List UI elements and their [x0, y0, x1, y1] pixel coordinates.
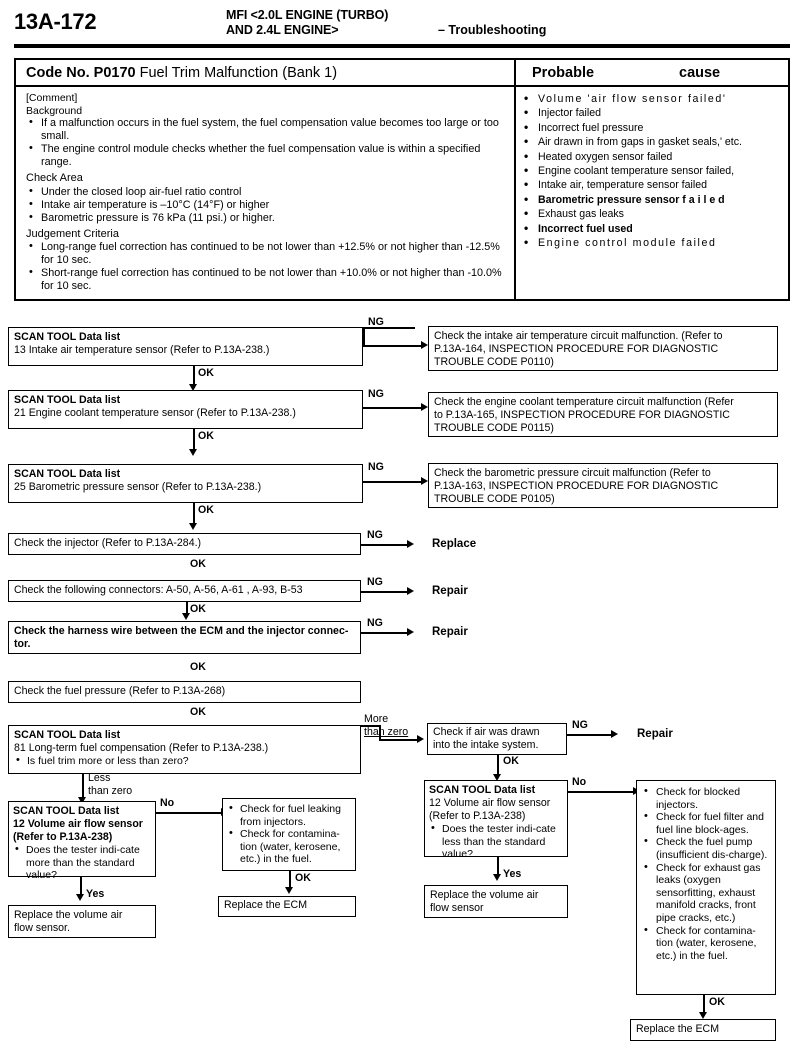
right-air-line2: into the intake system.	[433, 739, 539, 751]
code-title	[26, 65, 337, 81]
step2-line2: 21 Engine coolant temperature sensor (Refer to P.13A-238.)	[14, 407, 296, 419]
header-section-label: – Troubleshooting	[438, 23, 547, 37]
left-branch-line2: 12 Volume air flow sensor	[13, 818, 143, 830]
flow-left-no-checks	[222, 798, 356, 871]
flow-action-barometric-pressure-circuit	[428, 463, 778, 508]
probable-word: Probable	[532, 65, 595, 81]
connector	[568, 791, 636, 793]
right-result-line1: Replace the volume air	[430, 889, 539, 901]
step3-action-line2: P.13A-163, INSPECTION PROCEDURE FOR DIAGNOSTIC	[434, 480, 719, 492]
list-item: • Check the fuel pump (insufficient dis-charge).	[642, 836, 770, 861]
step3-action-line1: Check the barometric pressure circuit malfunction (Refer to	[434, 467, 711, 479]
left-result-line2: flow sensor.	[14, 922, 70, 934]
list-item: • Check for fuel leaking from injectors.	[227, 803, 351, 828]
list-item: • Barometric pressure is 76 kPa (11 psi.) or higher.	[26, 212, 504, 225]
arrow-right	[417, 735, 424, 743]
connector	[156, 812, 224, 814]
arrow-right	[421, 403, 428, 411]
code-number: P0170	[93, 65, 136, 81]
flow-left-result-replace-volume-air-flow-sensor	[8, 905, 156, 938]
list-item: • Engine control module failed	[520, 236, 786, 250]
judgement-list	[26, 241, 504, 293]
step8-line1: SCAN TOOL Data list	[14, 729, 121, 741]
connector	[361, 632, 409, 634]
background-list	[26, 117, 504, 169]
flow-step-check-harness	[8, 621, 361, 654]
list-item: • Check for blocked injectors.	[642, 786, 770, 811]
step5-result: Repair	[432, 585, 468, 597]
right-branch-line1: SCAN TOOL Data list	[429, 784, 536, 796]
connector	[361, 544, 409, 546]
list-item: • Under the closed loop air-fuel ratio control	[26, 186, 504, 199]
branch-less-label-line2: than zero	[88, 785, 133, 797]
step3-line2: 25 Barometric pressure sensor (Refer to P.13A-238.)	[14, 481, 262, 493]
flow-right-result-replace-volume-air-flow-sensor	[424, 885, 568, 918]
branch-more-label-line2: than zero	[364, 726, 409, 738]
check-area-list	[26, 186, 504, 225]
list-item: • The engine control module checks whether the fuel compensation value is within a specified range.	[26, 143, 504, 169]
step1-line2: 13 Intake air temperature sensor (Refer to P.13A-238.)	[14, 344, 270, 356]
arrow-down	[182, 613, 190, 620]
right-no-ok-label: OK	[709, 996, 725, 1008]
step2-ng-label: NG	[368, 388, 384, 400]
flow-action-intake-air-temp-circuit	[428, 326, 778, 371]
probable-cause-title	[524, 65, 792, 85]
list-item: • Intake air, temperature sensor failed	[520, 178, 786, 192]
step7-text: Check the fuel pressure (Refer to P.13A-268)	[14, 685, 226, 697]
step8-line2: 81 Long-term fuel compensation (Refer to P.13A-238.)	[14, 742, 269, 754]
check-area-label: Check Area	[26, 172, 83, 184]
arrow-down	[699, 1012, 707, 1019]
left-no-ok-label: OK	[295, 872, 311, 884]
flow-step-check-connectors	[8, 580, 361, 602]
list-item: • Volume 'air flow sensor failed'	[520, 92, 786, 106]
right-air-line1: Check if air was drawn	[433, 726, 540, 738]
list-item: • Incorrect fuel used	[520, 222, 786, 236]
code-description-column	[16, 87, 514, 293]
step2-action-line2: to P.13A-165, INSPECTION PROCEDURE FOR DIAGNOSTIC	[434, 409, 730, 421]
flow-step-long-term-fuel-compensation	[8, 725, 361, 774]
step2-line1: SCAN TOOL Data list	[14, 394, 121, 406]
step4-ng-label: NG	[367, 529, 383, 541]
step1-action-line3: TROUBLE CODE P0110)	[434, 356, 554, 368]
flow-right-no-checks	[636, 780, 776, 995]
code-title-rest: Fuel Trim Malfunction (Bank 1)	[139, 65, 338, 81]
connector	[363, 327, 365, 346]
step1-ng-label: NG	[368, 316, 384, 328]
flow-action-engine-coolant-temp-circuit	[428, 392, 778, 437]
arrow-down	[189, 449, 197, 456]
connector	[379, 739, 419, 741]
list-item: • Exhaust gas leaks	[520, 207, 786, 221]
arrow-right	[421, 477, 428, 485]
list-item: • Long-range fuel correction has continued to be not lower than +12.5% or not higher than -12.5% for 10 sec.	[26, 241, 504, 267]
connector	[363, 345, 423, 347]
right-air-ok-label: OK	[503, 755, 519, 767]
right-air-result: Repair	[637, 728, 673, 740]
right-branch-line2: 12 Volume air flow sensor	[429, 797, 551, 809]
left-result-line1: Replace the volume air	[14, 909, 123, 921]
step5-text: Check the following connectors: A-50, A-56, A-61 , A-93, B-53	[14, 584, 303, 596]
flow-step-check-fuel-pressure	[8, 681, 361, 703]
step1-ok-label: OK	[198, 367, 214, 379]
arrow-right	[611, 730, 618, 738]
arrow-right	[407, 540, 414, 548]
arrow-right	[407, 628, 414, 636]
right-branch-yes-label: Yes	[503, 868, 522, 880]
code-title-prefix: Code No.	[26, 65, 90, 81]
left-replace-ecm-text: Replace the ECM	[224, 899, 308, 911]
list-item: • Check for fuel filter and fuel line block-ages.	[642, 811, 770, 836]
step2-action-line1: Check the engine coolant temperature circuit malfunction (Refer	[434, 396, 734, 408]
background-label: Background	[26, 104, 83, 117]
header-title-line2: AND 2.4L ENGINE>	[226, 23, 339, 37]
left-branch-yes-label: Yes	[86, 888, 105, 900]
right-branch-line3: (Refer to P.13A-238)	[429, 810, 526, 822]
arrow-right	[421, 341, 428, 349]
flow-step-engine-coolant-temp-sensor	[8, 390, 363, 429]
step6-line2: tor.	[14, 638, 31, 650]
step3-ok-label: OK	[198, 504, 214, 516]
flow-left-branch-volume-air-flow-sensor	[8, 801, 156, 882]
left-branch-line1: SCAN TOOL Data list	[13, 805, 120, 817]
flow-right-result-replace-ecm	[630, 1019, 776, 1041]
list-item: • Check for contamina-tion (water, kerosene, etc.) in the fuel.	[227, 828, 351, 866]
cause-word: cause	[679, 65, 721, 81]
step7-ok-label: OK	[190, 706, 206, 718]
left-branch-question-list	[13, 844, 151, 882]
step4-text: Check the injector (Refer to P.13A-284.)	[14, 537, 202, 549]
right-branch-question-list	[429, 823, 563, 861]
list-item: • Barometric pressure sensor f a i l e d	[520, 193, 786, 207]
connector	[361, 591, 409, 593]
comment-label: [Comment]	[26, 92, 78, 104]
connector	[363, 481, 423, 483]
step3-line1: SCAN TOOL Data list	[14, 468, 121, 480]
judgement-label: Judgement Criteria	[26, 227, 119, 240]
right-result-line2: flow sensor	[430, 902, 484, 914]
arrow-down	[493, 874, 501, 881]
connector	[363, 407, 423, 409]
flow-step-check-injector	[8, 533, 361, 555]
page-number: 13A-172	[14, 9, 97, 34]
list-item: • Heated oxygen sensor failed	[520, 150, 786, 164]
step5-ng-label: NG	[367, 576, 383, 588]
header-rule	[14, 44, 790, 48]
step1-action-line1: Check the intake air temperature circuit malfunction. (Refer to	[434, 330, 723, 342]
probable-cause-column	[516, 87, 790, 250]
arrow-down	[285, 887, 293, 894]
diagnostic-code-table	[14, 58, 790, 301]
flow-step-barometric-pressure-sensor	[8, 464, 363, 503]
arrow-down	[189, 523, 197, 530]
step2-action-line3: TROUBLE CODE P0115)	[434, 422, 554, 434]
flow-check-air-drawn	[427, 723, 567, 755]
branch-less-label-line1: Less	[88, 772, 111, 784]
flow-step-intake-air-temp-sensor	[8, 327, 363, 366]
step3-action-line3: TROUBLE CODE P0105)	[434, 493, 555, 505]
list-item: • Does the tester indi-cate less than the standard value?	[429, 823, 563, 861]
step3-ng-label: NG	[368, 461, 384, 473]
list-item: • Air drawn in from gaps in gasket seals,' etc.	[520, 135, 786, 149]
arrow-right	[407, 587, 414, 595]
step8-question-list	[14, 755, 355, 768]
connector	[193, 503, 195, 525]
connector	[567, 734, 613, 736]
branch-more-label-line1: More	[364, 713, 389, 725]
right-replace-ecm-text: Replace the ECM	[636, 1023, 720, 1035]
left-no-checks-list	[227, 803, 351, 866]
right-no-checks-list	[642, 786, 770, 962]
page-header	[0, 0, 803, 48]
step6-ng-label: NG	[367, 617, 383, 629]
step6-ok-label: OK	[190, 661, 206, 673]
probable-cause-list	[520, 92, 786, 250]
step1-line1: SCAN TOOL Data list	[14, 331, 121, 343]
right-branch-no-label: No	[572, 776, 587, 788]
list-item: • Does the tester indi-cate more than the standard value?	[13, 844, 151, 882]
left-branch-no-label: No	[160, 797, 175, 809]
list-item: • Intake air temperature is –10°C (14°F) or higher	[26, 199, 504, 212]
list-item: • Check for exhaust gas leaks (oxygen sensorfitting, exhaust manifold cracks, front pipe cracks, etc.)	[642, 862, 770, 925]
arrow-down	[76, 894, 84, 901]
step5-ok-label: OK	[190, 603, 206, 615]
step4-result: Replace	[432, 538, 477, 550]
step1-action-line2: P.13A-164, INSPECTION PROCEDURE FOR DIAGNOSTIC	[434, 343, 719, 355]
list-item: • Engine coolant temperature sensor failed,	[520, 164, 786, 178]
list-item: • Short-range fuel correction has continued to be not lower than +10.0% or not higher than -10.0% for 10 sec.	[26, 267, 504, 293]
connector	[193, 429, 195, 451]
flow-left-result-replace-ecm	[218, 896, 356, 917]
flow-right-branch-volume-air-flow-sensor	[424, 780, 568, 861]
step2-ok-label: OK	[198, 430, 214, 442]
list-item: • Is fuel trim more or less than zero?	[14, 755, 355, 768]
right-air-ng-label: NG	[572, 719, 588, 731]
step4-ok-label: OK	[190, 558, 206, 570]
list-item: • Injector failed	[520, 106, 786, 120]
step6-line1: Check the harness wire between the ECM and the injector connec-	[14, 625, 349, 637]
left-branch-line3: (Refer to P.13A-238)	[13, 831, 113, 843]
list-item: • Check for contamina-tion (water, kerosene, etc.) in the fuel.	[642, 925, 770, 963]
header-title-line1: MFI <2.0L ENGINE (TURBO)	[226, 8, 389, 22]
list-item: • Incorrect fuel pressure	[520, 121, 786, 135]
step6-result: Repair	[432, 626, 468, 638]
list-item: • If a malfunction occurs in the fuel system, the fuel compensation value becomes too large or too small.	[26, 117, 504, 143]
